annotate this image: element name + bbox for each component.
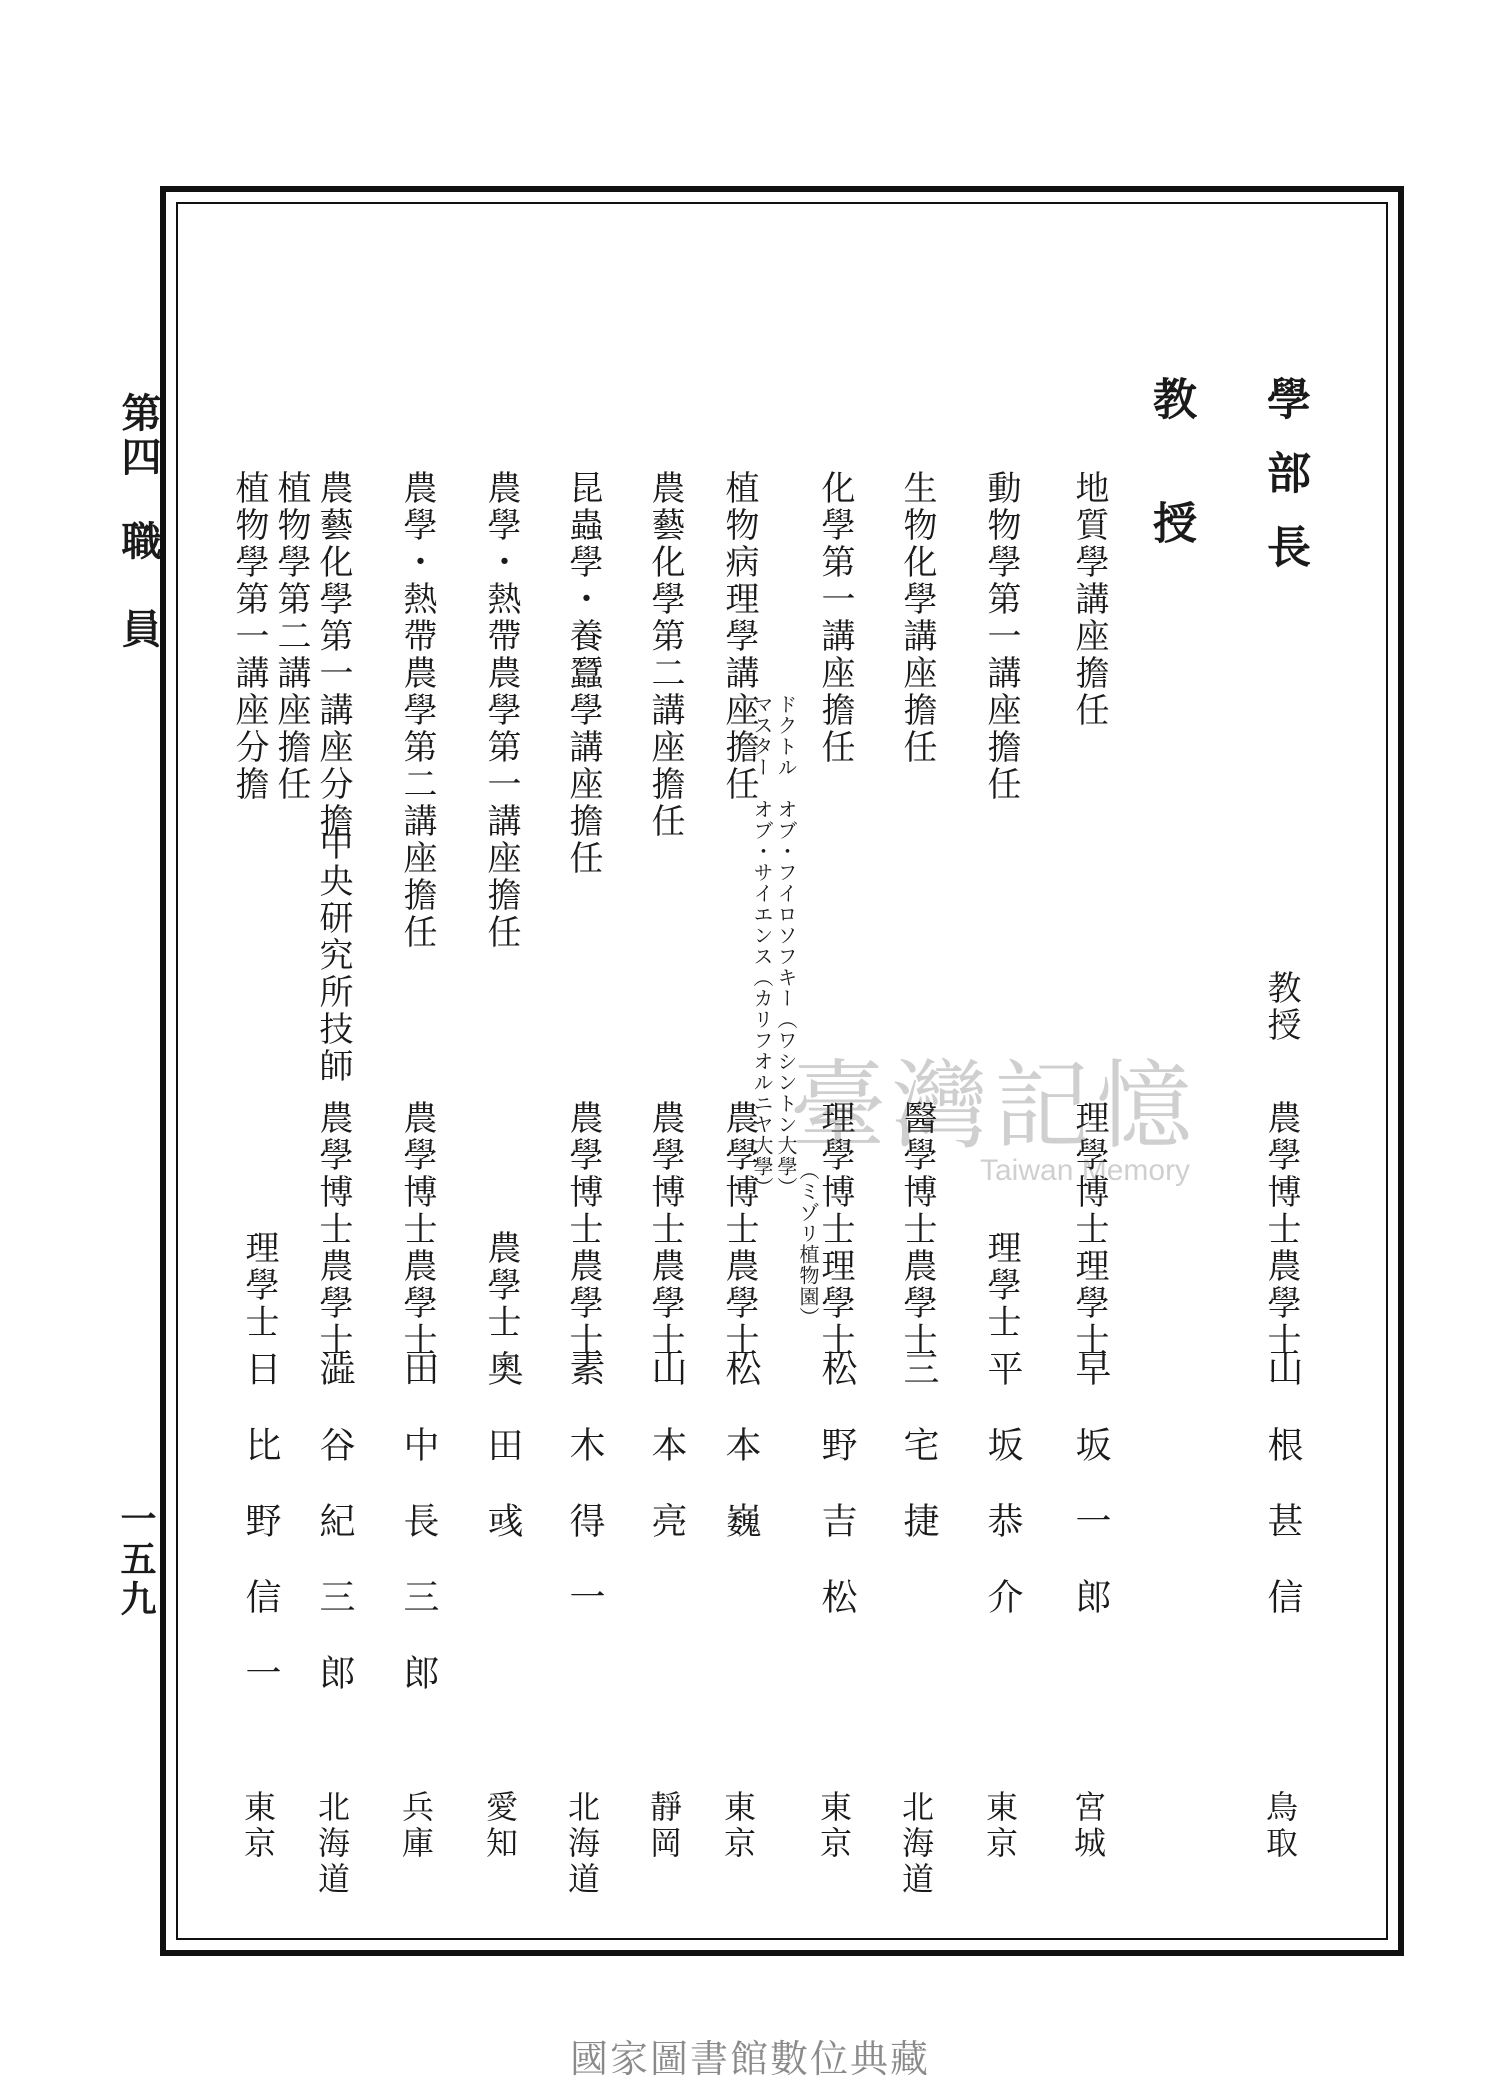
dean-prefecture: 鳥取 [1261, 1790, 1299, 1862]
staff-row [719, 470, 772, 1890]
chair-title: 動物學第一講座擔任 [981, 470, 1021, 803]
staff-row [397, 470, 450, 1890]
staff-row [1069, 470, 1122, 1890]
degree: 理學士 [981, 1230, 1021, 1341]
staff-row [897, 470, 950, 1898]
degree: 理學博士理學士 [1069, 1100, 1109, 1359]
chair-title: 植物病理學講座擔任 [719, 470, 759, 803]
person-name: 日比野信一 [240, 1350, 281, 1730]
degree: 理學士 [239, 1230, 279, 1341]
prefecture: 東京 [719, 1790, 757, 1862]
degree: 農學博士農學士 [645, 1100, 685, 1359]
prefecture: 靜岡 [645, 1790, 683, 1862]
person-name: 澁谷紀三郎 [314, 1350, 355, 1730]
degree-note: マスター オブ・サイエンス（カリフオルニヤ大學） [750, 694, 774, 1198]
degree: 農學博士農學士 [313, 1100, 353, 1359]
prefecture: 東京 [981, 1790, 1019, 1862]
watermark-subtitle: Taiwan Memory [980, 1154, 1191, 1187]
person-name: 松本巍 [720, 1350, 761, 1578]
degree: 農學博士農學士 [719, 1100, 759, 1359]
chair-title: 農學・熱帶農學第一講座擔任 [481, 470, 521, 951]
degree-note: （ミゾリ植物園） [796, 1160, 820, 1328]
additional-post: 中央研究所技師 [313, 826, 353, 1085]
dean-rank: 教授 [1261, 970, 1301, 1044]
category-label: 職 員 [115, 520, 162, 652]
chair-title: 生物化學講座擔任 [897, 470, 937, 766]
prefecture: 宮城 [1069, 1790, 1107, 1862]
degree: 農學士 [481, 1230, 521, 1341]
prefecture: 北海道 [563, 1790, 601, 1898]
prefecture: 北海道 [313, 1790, 351, 1898]
chair-title: 植物學第二講座擔任 植物學第一講座分擔 [229, 470, 311, 803]
person-name: 田中長三郎 [398, 1350, 439, 1730]
person-name: 松野吉松 [816, 1350, 857, 1654]
staff-row [815, 470, 868, 1890]
staff-row [981, 470, 1034, 1890]
staff-row [481, 470, 534, 1890]
degree: 理學博士理學士 [815, 1100, 855, 1359]
person-name: 素木得一 [564, 1350, 605, 1654]
dean-degree: 農學博士農學士 [1261, 1100, 1301, 1359]
chair-title: 農學・熱帶農學第二講座擔任 [397, 470, 437, 951]
degree-note: ドクトル オブ・フイロソフキー（ワシントン大學） [774, 694, 798, 1198]
prefecture: 東京 [239, 1790, 277, 1862]
watermark-title: 臺灣記憶 [790, 1050, 1198, 1162]
staff-row [645, 470, 698, 1890]
degree: 農學博士農學士 [563, 1100, 603, 1359]
chair-title: 農藝化學第二講座擔任 [645, 470, 685, 840]
dean-entry [1261, 470, 1314, 1890]
person-name: 早坂一郎 [1070, 1350, 1111, 1654]
staff-row [313, 470, 366, 1898]
professor-heading: 教授 [1145, 376, 1196, 624]
person-name: 奧田彧 [482, 1350, 523, 1578]
chair-title: 化學第一講座擔任 [815, 470, 855, 766]
person-name: 三宅捷 [898, 1350, 939, 1578]
footer-credit: 國家圖書館數位典藏 [569, 2037, 930, 2081]
dean-heading: 學部長 [1259, 376, 1310, 598]
prefecture: 兵庫 [397, 1790, 435, 1862]
page-number: 一五九 [115, 1500, 157, 1620]
dean-name: 山根甚信 [1262, 1350, 1303, 1654]
prefecture: 東京 [815, 1790, 853, 1862]
prefecture: 北海道 [897, 1790, 935, 1898]
staff-row [563, 470, 616, 1898]
staff-row [222, 470, 312, 1890]
section-label: 第四 [115, 392, 162, 480]
person-name: 平坂恭介 [982, 1350, 1023, 1654]
degree: 醫學博士農學士 [897, 1100, 937, 1359]
chair-title: 農藝化學第一講座分擔 [313, 470, 353, 840]
degree: 農學博士農學士 [397, 1100, 437, 1359]
chair-title: 地質學講座擔任 [1069, 470, 1109, 729]
chair-title: 昆蟲學・養蠶學講座擔任 [563, 470, 603, 877]
person-name: 山本亮 [646, 1350, 687, 1578]
prefecture: 愛知 [481, 1790, 519, 1862]
